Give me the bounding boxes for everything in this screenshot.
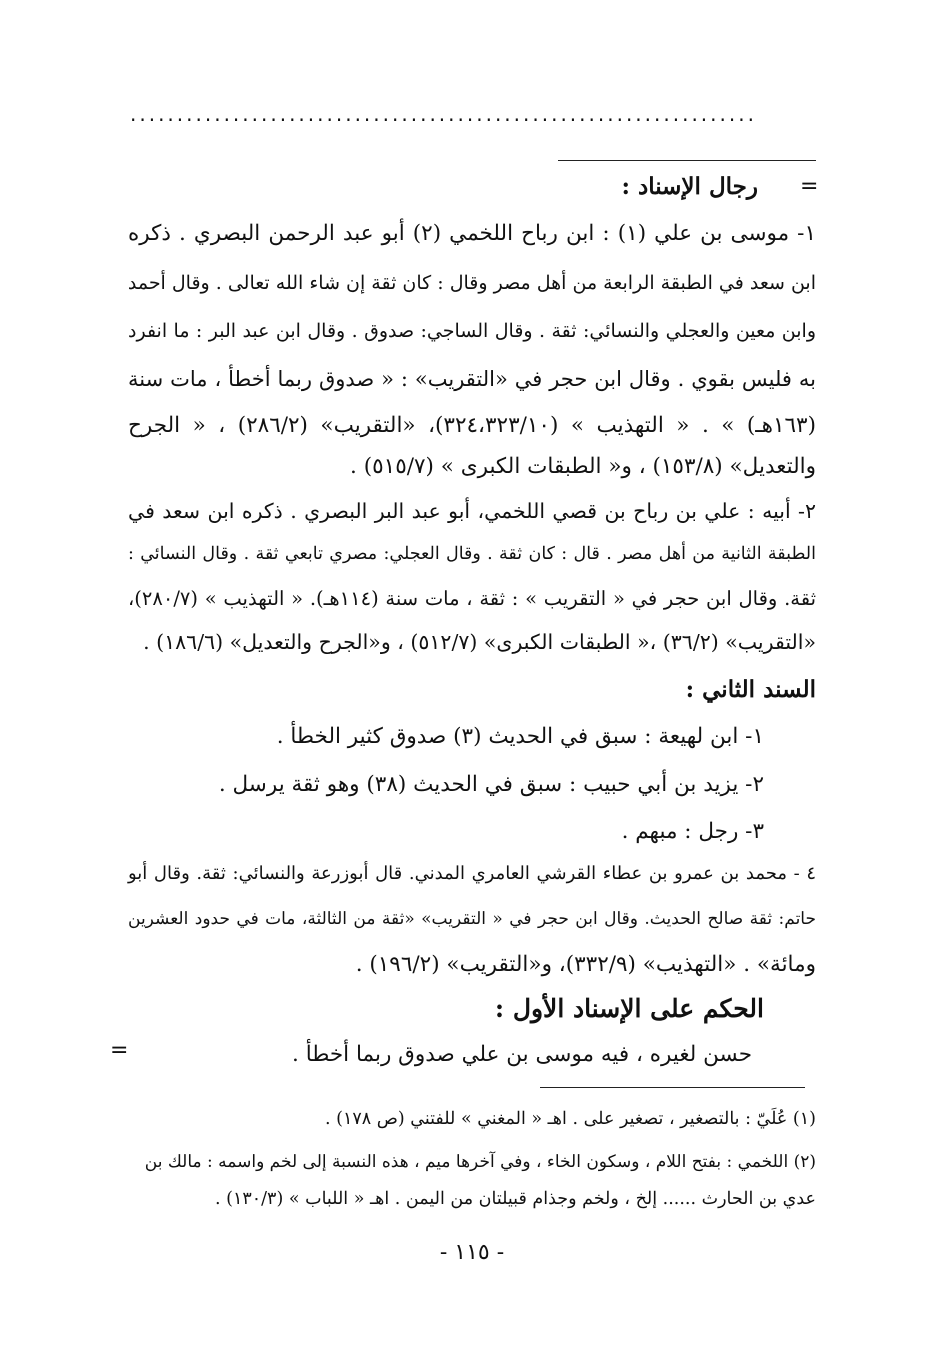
footnote-1: (١) عُلَيّ : بالتصغير ، تصغير على . اهـ « المغني » للفتني (ص ١٧٨) . xyxy=(324,1109,816,1129)
list-item-4-line-2: حاتم: ثقة صالح الحديث. وقال ابن حجر في « التقريب» «ثقة من الثالثة، مات في حدود العشرين xyxy=(128,909,816,929)
text-line-1: ١- موسى بن علي (١) : ابن رباح اللخمي (٢) أبو عبد الرحمن البصري . ذكره xyxy=(128,221,817,246)
list-item-3: ٣- رجل : مبهم . xyxy=(621,819,764,844)
text-line-4: به فليس بقوي . وقال ابن حجر في «التقريب» : « صدوق ربما أخطأ ، مات سنة xyxy=(128,367,816,391)
list-item-4-line-1: ٤ - محمد بن عمرو بن عطاء القرشي العامري المدني. قال أبوزرعة والنسائي: ثقة. وقال أبو xyxy=(128,863,816,884)
section-heading-ruling: الحكم على الإسناد الأول : xyxy=(494,994,764,1023)
ruling-text: حسن لغيره ، فيه موسى بن علي صدوق ربما أخطأ . xyxy=(292,1042,752,1067)
page-number: - ١١٥ - xyxy=(439,1240,505,1265)
header-dotted-line: ................................................................... xyxy=(130,104,757,124)
text-line-6: والتعديل» (١٥٣/٨) ، و« الطبقات الكبرى » (٥١٥/٧) . xyxy=(350,454,816,479)
list-item-2: ٢- يزيد بن أبي حبيب : سبق في الحديث (٣٨) وهو ثقة يرسل . xyxy=(218,772,764,797)
footnote-rule xyxy=(540,1087,805,1088)
text-line-7: ٢- أبيه : علي بن رباح بن قصي اللخمي، أبو عبد البر البصري . ذكره ابن سعد في xyxy=(128,499,816,523)
text-line-3: وابن معين والعجلي والنسائي: ثقة . وقال الساجي: صدوق . وقال ابن عبد البر : ما انفرد xyxy=(128,320,816,342)
text-line-8: الطبقة الثانية من أهل مصر . قال : كان ثقة . وقال العجلي: مصري تابعي ثقة . وقال النسائي : xyxy=(128,544,816,564)
equals-mark-bottom: = xyxy=(110,1038,129,1063)
text-line-5: (١٦٣هـ) » . « التهذيب » (٣٢٤،٣٢٣/١٠)، «التقريب» (٢٨٦/٢) ، « الجرح xyxy=(128,413,816,438)
text-line-9: ثقة. وقال ابن حجر في « التقريب » : ثقة ، مات سنة (١١٤هـ). « التهذيب » (٢٨٠/٧)، xyxy=(128,587,817,610)
footnote-2-line-1: (٢) اللخمي : بفتح اللام ، وسكون الخاء ، وفي آخرها ميم ، هذه النسبة إلى لخم واسمه : مالك بن xyxy=(144,1152,816,1172)
text-line-2: ابن سعد في الطبقة الرابعة من أهل مصر وقال : كان ثقة إن شاء الله تعالى . وقال أحمد xyxy=(127,272,816,294)
section-heading-second-chain: السند الثاني : xyxy=(685,676,816,703)
equals-mark-top: = xyxy=(800,174,819,199)
list-item-1: ١- ابن لهيعة : سبق في الحديث (٣) صدوق كثير الخطأ . xyxy=(276,724,764,749)
top-rule xyxy=(558,160,816,161)
list-item-4-line-3: ومائة» . «التهذيب» (٣٣٢/٩)، و«التقريب» (١٩٦/٢) . xyxy=(355,952,816,977)
section-heading-narrators: رجال الإسناد : xyxy=(621,173,758,200)
text-line-10: «التقريب» (٣٦/٢) ،« الطبقات الكبرى» (٥١٢/٧) ، و«الجرح والتعديل» (١٨٦/٦) . xyxy=(143,630,816,654)
footnote-2-line-2: عدي بن الحارث ...... إلخ ، ولخم وجذام قبيلتان من اليمن . اهـ « اللباب » (١٣٠/٣) . xyxy=(214,1189,816,1209)
